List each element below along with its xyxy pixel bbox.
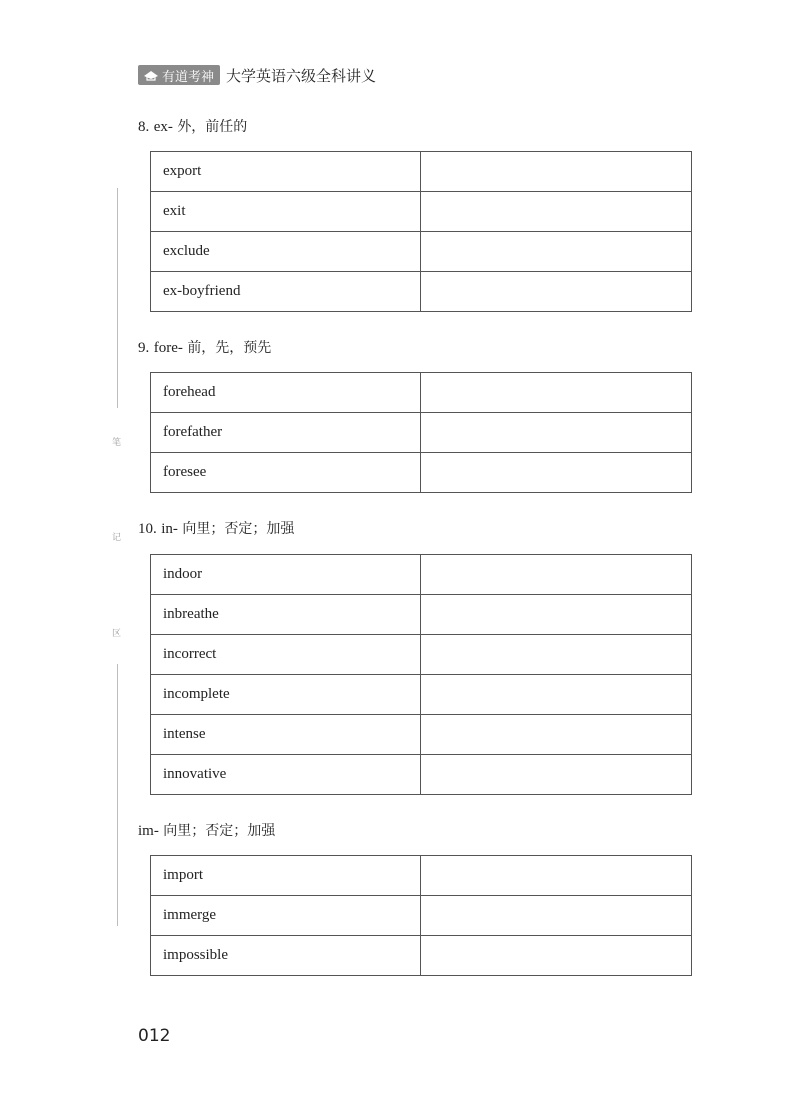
table-row [151, 896, 692, 936]
section-prefix: im- [138, 823, 159, 839]
table-row [151, 453, 692, 493]
word-cell: intense [151, 715, 421, 755]
margin-char-qu: 区 [112, 629, 122, 639]
table-row [151, 675, 692, 715]
section-meaning: 向里；否定；加强 [163, 823, 276, 839]
word-cell: import [151, 856, 421, 896]
word-cell: forehead [151, 373, 421, 413]
table-row [151, 413, 692, 453]
section-meaning: 外，前任的 [177, 119, 248, 135]
answer-cell[interactable] [421, 373, 692, 413]
answer-cell[interactable] [421, 192, 692, 232]
word-cell: immerge [151, 896, 421, 936]
section-prefix: fore- [153, 340, 183, 356]
table-row [151, 856, 692, 896]
table-row [151, 555, 692, 595]
word-cell: impossible [151, 936, 421, 976]
word-cell: ex-boyfriend [151, 272, 421, 312]
section-title-in [138, 518, 294, 538]
section-prefix: ex- [153, 119, 173, 135]
answer-cell[interactable] [421, 272, 692, 312]
section-meaning: 前，先，预先 [187, 340, 272, 356]
margin-char-ji: 记 [112, 533, 122, 543]
word-cell: incomplete [151, 675, 421, 715]
answer-cell[interactable] [421, 936, 692, 976]
section-number: 10. [138, 521, 157, 537]
answer-cell[interactable] [421, 896, 692, 936]
answer-cell[interactable] [421, 635, 692, 675]
table-row [151, 373, 692, 413]
section-number: 9. [138, 340, 150, 356]
vocab-table-in [150, 554, 692, 795]
word-cell: indoor [151, 555, 421, 595]
table-row [151, 272, 692, 312]
word-cell: exit [151, 192, 421, 232]
vocab-table-im [150, 855, 692, 976]
table-row [151, 595, 692, 635]
word-cell: foresee [151, 453, 421, 493]
answer-cell[interactable] [421, 675, 692, 715]
section-title-ex [138, 116, 247, 136]
answer-cell[interactable] [421, 595, 692, 635]
brand-logo [138, 65, 220, 85]
answer-cell[interactable] [421, 413, 692, 453]
answer-cell[interactable] [421, 856, 692, 896]
answer-cell[interactable] [421, 755, 692, 795]
page-header [138, 64, 376, 86]
page-number: 012 [138, 1026, 171, 1046]
section-number: 8. [138, 119, 150, 135]
margin-char-bi: 笔 [112, 438, 122, 448]
answer-cell[interactable] [421, 453, 692, 493]
table-row [151, 232, 692, 272]
word-cell: inbreathe [151, 595, 421, 635]
section-meaning: 向里；否定；加强 [182, 521, 295, 537]
brand-hat-icon [143, 69, 159, 81]
word-cell: innovative [151, 755, 421, 795]
word-cell: forefather [151, 413, 421, 453]
brand-name: 有道考神 [162, 69, 215, 85]
answer-cell[interactable] [421, 715, 692, 755]
section-title-fore [138, 337, 271, 357]
answer-cell[interactable] [421, 555, 692, 595]
table-row [151, 715, 692, 755]
answer-cell[interactable] [421, 152, 692, 192]
table-row [151, 936, 692, 976]
table-row [151, 635, 692, 675]
vocab-table-ex [150, 151, 692, 312]
margin-line-top [117, 188, 118, 408]
margin-line-bottom [117, 664, 118, 926]
section-prefix: in- [161, 521, 178, 537]
table-row [151, 192, 692, 232]
table-row [151, 152, 692, 192]
word-cell: export [151, 152, 421, 192]
word-cell: incorrect [151, 635, 421, 675]
table-row [151, 755, 692, 795]
book-title: 大学英语六级全科讲义 [226, 66, 377, 85]
answer-cell[interactable] [421, 232, 692, 272]
vocab-table-fore [150, 372, 692, 493]
section-title-im [138, 820, 275, 840]
word-cell: exclude [151, 232, 421, 272]
